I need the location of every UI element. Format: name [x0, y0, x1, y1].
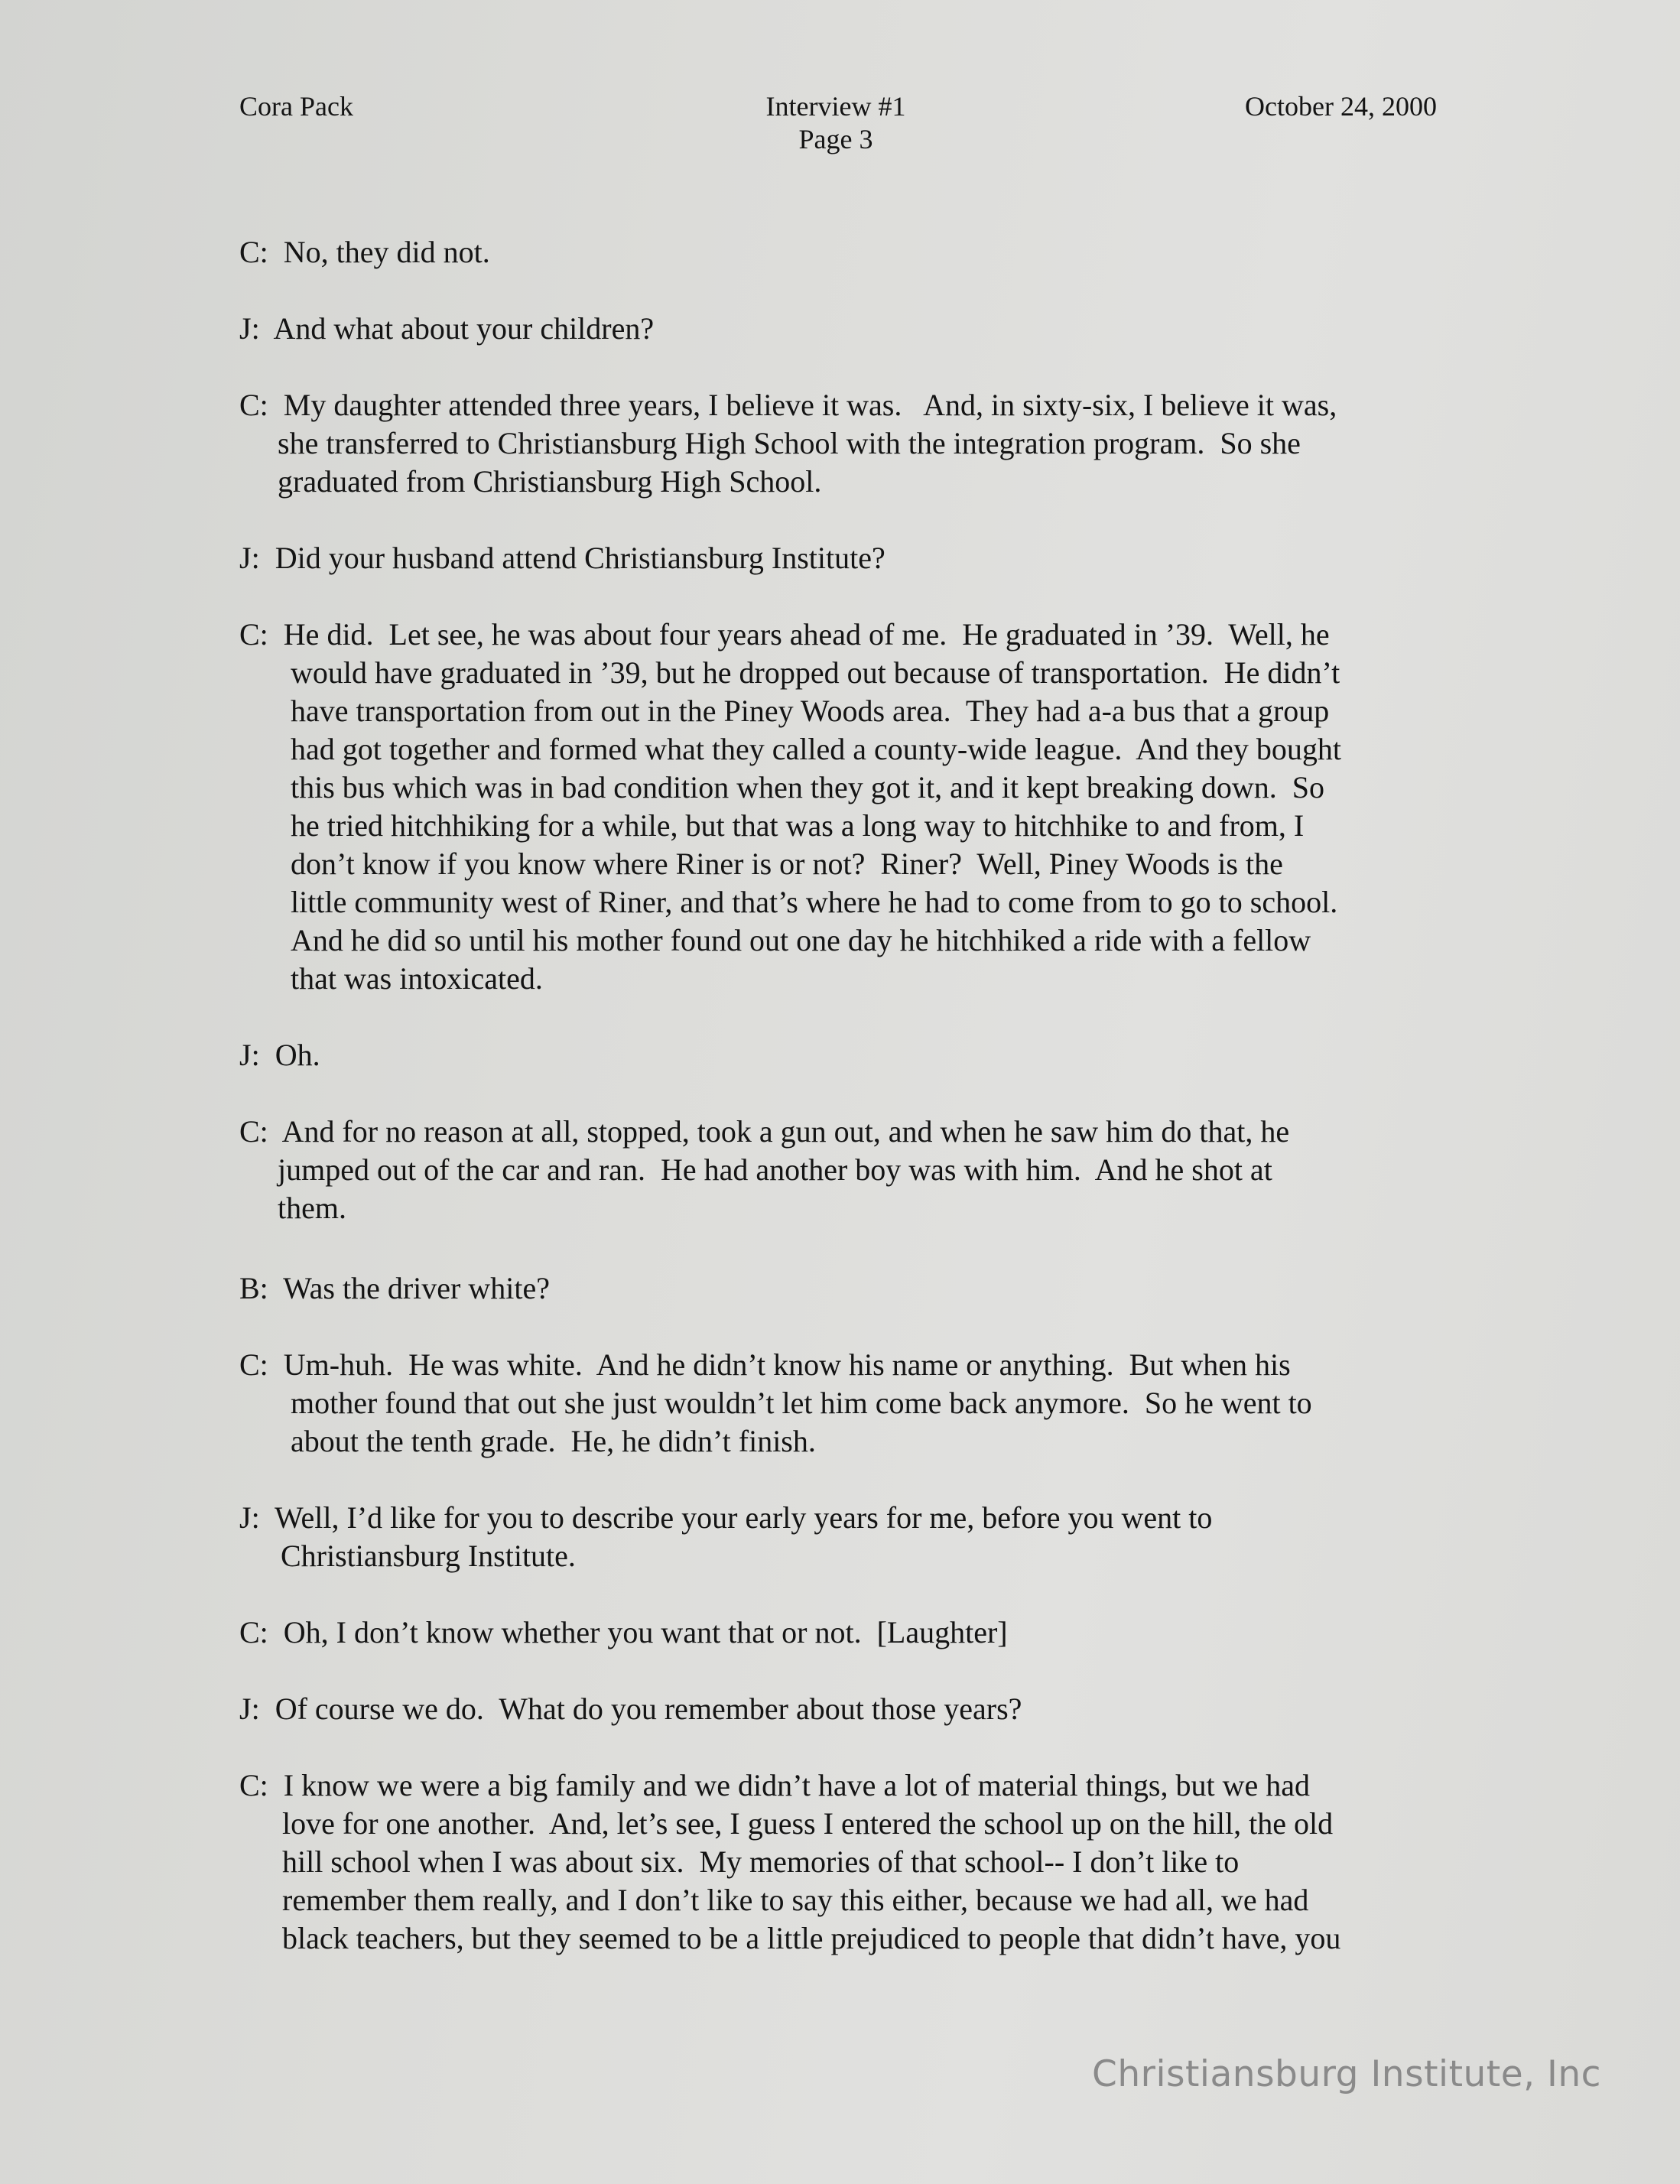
transcript-line: No, they did not. [283, 235, 490, 269]
transcript-first-line [239, 539, 1455, 577]
transcript-entry [239, 1690, 1455, 1728]
transcript-first-line [239, 616, 1455, 654]
transcript-entry [239, 233, 1455, 271]
speaker-label: C: [239, 235, 268, 269]
transcript-entry [239, 1766, 1455, 1958]
speaker-label: C: [239, 388, 268, 422]
transcript-entry [239, 1614, 1455, 1652]
transcript-line: remember them really, and I don’t like to say this either, because we had all, we had [282, 1883, 1309, 1917]
transcript-line: this bus which was in bad condition when they got it, and it kept breaking down. So [291, 770, 1325, 804]
transcript-line: Did your husband attend Christiansburg Institute? [275, 541, 885, 575]
transcript-line: would have graduated in ’39, but he dropped out because of transportation. He didn’t [291, 655, 1340, 690]
transcript-entry [239, 1269, 1455, 1308]
speaker-label: J: [239, 541, 260, 575]
speaker-label: C: [239, 1347, 268, 1382]
transcript-line: And he did so until his mother found out one day he hitchhiked a ride with a fellow [291, 923, 1311, 957]
transcript-line: My daughter attended three years, I believe it was. And, in sixty-six, I believe it was, [283, 388, 1337, 422]
transcript-line: And for no reason at all, stopped, took a gun out, and when he saw him do that, he [281, 1114, 1290, 1149]
transcript-entry [239, 1113, 1455, 1227]
transcript-line: little community west of Riner, and that’s where he had to come from to go to school. [291, 885, 1338, 919]
transcript-first-line [239, 386, 1455, 424]
transcript-line: He did. Let see, he was about four years ahead of me. He graduated in ’39. Well, he [283, 617, 1330, 652]
transcript-line: Um-huh. He was white. And he didn’t know his name or anything. But when his [283, 1347, 1291, 1382]
transcript-line: about the tenth grade. He, he didn’t finish. [291, 1424, 816, 1458]
transcript-line: don’t know if you know where Riner is or not? Riner? Well, Piney Woods is the [291, 847, 1283, 881]
transcript-entry [239, 616, 1455, 998]
speaker-label: J: [239, 1692, 260, 1726]
header-interview-number: Interview #1 [765, 91, 906, 122]
header-interview-info [683, 90, 989, 156]
header-page-number: Page 3 [798, 124, 873, 154]
transcript-line: she transferred to Christiansburg High School with the integration program. So she [278, 426, 1301, 460]
transcript-first-line [239, 1614, 1455, 1652]
transcript-entry [239, 1499, 1455, 1575]
watermark: Christiansburg Institute, Inc [1092, 2053, 1601, 2095]
transcript-line: Well, I’d like for you to describe your early years for me, before you went to [274, 1500, 1213, 1535]
transcript-line: he tried hitchhiking for a while, but that was a long way to hitchhike to and from, I [291, 808, 1305, 843]
transcript-line: love for one another. And, let’s see, I guess I entered the school up on the hill, the old [282, 1806, 1334, 1841]
transcript-line: Of course we do. What do you remember about those years? [275, 1692, 1022, 1726]
transcript-first-line [239, 1766, 1455, 1805]
speaker-label: J: [239, 311, 260, 346]
transcript-first-line [239, 1690, 1455, 1728]
transcript-entry [239, 310, 1455, 348]
transcript-line: them. [278, 1191, 346, 1225]
transcript-line: have transportation from out in the Piney Woods area. They had a-a bus that a group [291, 694, 1330, 728]
transcript-first-line [239, 1036, 1455, 1074]
speaker-label: C: [239, 617, 268, 652]
transcript-entry [239, 1346, 1455, 1461]
transcript-line: hill school when I was about six. My memories of that school-- I don’t like to [282, 1844, 1240, 1879]
transcript-first-line [239, 1346, 1455, 1384]
transcript-entry [239, 386, 1455, 501]
header-interviewee-name: Cora Pack [239, 91, 353, 122]
transcript-line: And what about your children? [273, 311, 655, 346]
speaker-label: J: [239, 1038, 260, 1072]
transcript-line: graduated from Christiansburg High School. [278, 464, 822, 499]
transcript-line: mother found that out she just wouldn’t let him come back anymore. So he went to [291, 1386, 1312, 1420]
transcript-first-line [239, 233, 1455, 271]
transcript-entry [239, 1036, 1455, 1074]
transcript-line: that was intoxicated. [291, 961, 543, 996]
transcript-line: Christiansburg Institute. [281, 1539, 576, 1573]
transcript-line: black teachers, but they seemed to be a little prejudiced to people that didn’t have, you [282, 1921, 1341, 1955]
speaker-label: C: [239, 1768, 268, 1802]
transcript-first-line [239, 1499, 1455, 1537]
transcript-line: had got together and formed what they called a county-wide league. And they bought [291, 732, 1342, 766]
transcript-first-line [239, 310, 1455, 348]
speaker-label: C: [239, 1114, 268, 1149]
transcript-entry [239, 539, 1455, 577]
transcript-line: Was the driver white? [283, 1271, 550, 1305]
transcript-line: jumped out of the car and ran. He had another boy was with him. And he shot at [278, 1152, 1272, 1187]
transcript-first-line [239, 1113, 1455, 1151]
speaker-label: C: [239, 1615, 268, 1649]
speaker-label: J: [239, 1500, 260, 1535]
transcript-line: Oh, I don’t know whether you want that or not. [Laughter] [283, 1615, 1008, 1649]
transcript-first-line [239, 1269, 1455, 1308]
speaker-label: B: [239, 1271, 268, 1305]
transcript-line: I know we were a big family and we didn’t have a lot of material things, but we had [283, 1768, 1311, 1802]
header-date: October 24, 2000 [1245, 91, 1437, 122]
transcript-line: Oh. [275, 1038, 320, 1072]
